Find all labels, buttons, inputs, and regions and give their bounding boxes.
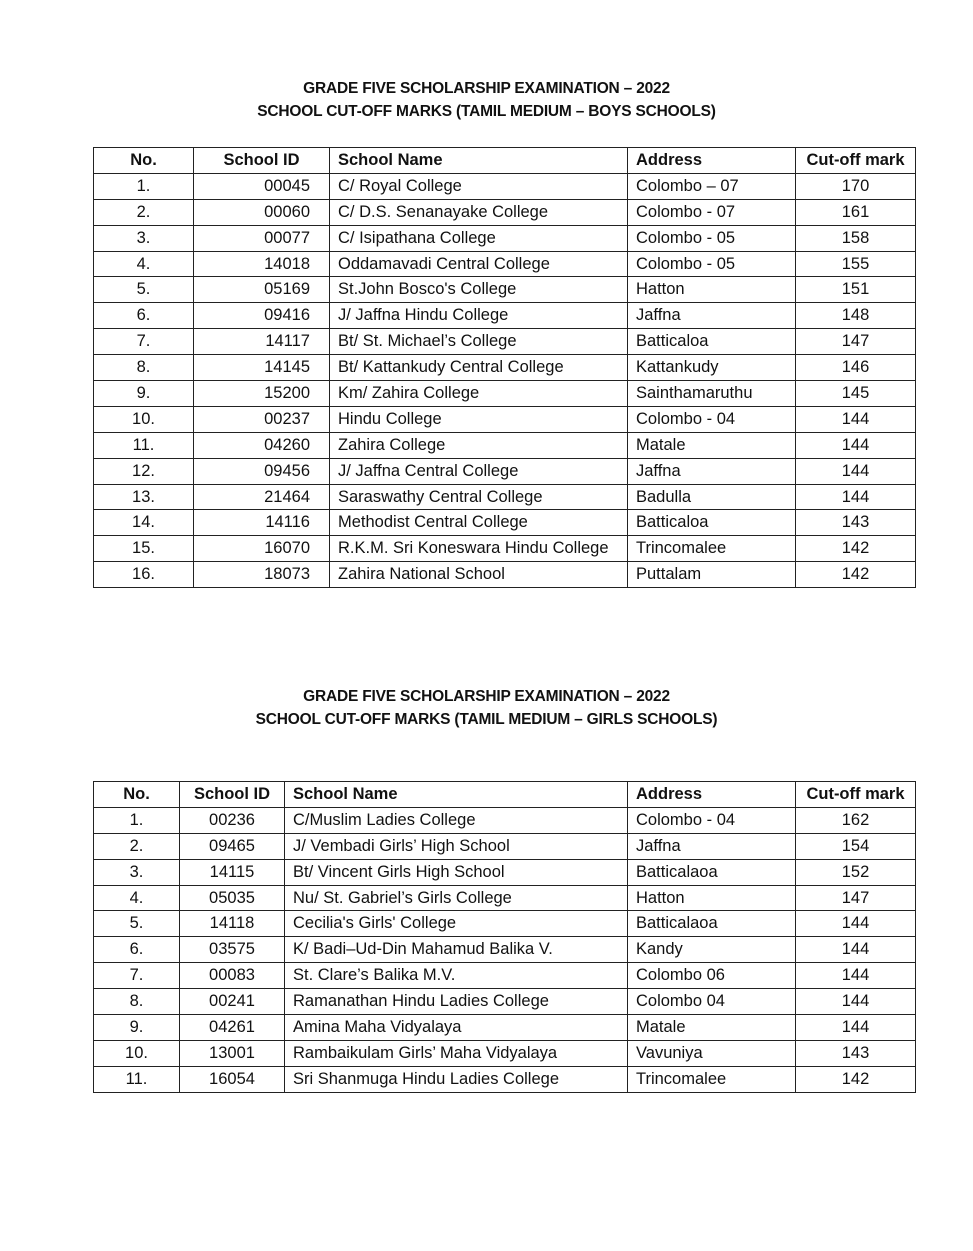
- cell-school-name: Zahira National School: [330, 562, 628, 588]
- cell-no: 11.: [94, 1066, 180, 1092]
- table-row: [94, 484, 916, 510]
- cell-school-name: J/ Jaffna Central College: [330, 458, 628, 484]
- cell-school-id: 05169: [194, 277, 330, 303]
- table-row: [94, 562, 916, 588]
- cell-no: 1.: [94, 173, 194, 199]
- cell-school-id: 14116: [194, 510, 330, 536]
- cell-address: Matale: [628, 432, 796, 458]
- cell-school-id: 04261: [180, 1015, 285, 1041]
- boys-cutoff-table: [93, 147, 916, 588]
- cell-school-name: Km/ Zahira College: [330, 381, 628, 407]
- cell-cutoff: 147: [796, 329, 916, 355]
- cell-no: 7.: [94, 329, 194, 355]
- cell-address: Colombo – 07: [628, 173, 796, 199]
- cell-school-name: Ramanathan Hindu Ladies College: [285, 989, 628, 1015]
- cell-cutoff: 146: [796, 355, 916, 381]
- cell-cutoff: 154: [796, 833, 916, 859]
- table-row: [94, 859, 916, 885]
- cell-school-id: 09456: [194, 458, 330, 484]
- cell-no: 3.: [94, 859, 180, 885]
- cell-school-id: 03575: [180, 937, 285, 963]
- cell-school-name: K/ Badi–Ud-Din Mahamud Balika V.: [285, 937, 628, 963]
- cell-address: Kattankudy: [628, 355, 796, 381]
- cell-school-name: Bt/ Vincent Girls High School: [285, 859, 628, 885]
- cell-school-id: 14117: [194, 329, 330, 355]
- cell-address: Hatton: [628, 885, 796, 911]
- cell-school-id: 00237: [194, 406, 330, 432]
- cell-cutoff: 151: [796, 277, 916, 303]
- cell-school-name: Oddamavadi Central College: [330, 251, 628, 277]
- table-header-row: [94, 148, 916, 174]
- cell-address: Colombo - 04: [628, 807, 796, 833]
- cell-school-name: Rambaikulam Girls’ Maha Vidyalaya: [285, 1040, 628, 1066]
- cell-address: Batticalaoa: [628, 911, 796, 937]
- cell-cutoff: 158: [796, 225, 916, 251]
- table-row: [94, 355, 916, 381]
- cell-school-id: 16070: [194, 536, 330, 562]
- cell-cutoff: 144: [796, 484, 916, 510]
- cell-no: 12.: [94, 458, 194, 484]
- table-row: [94, 989, 916, 1015]
- table-row: [94, 251, 916, 277]
- girls-title: [0, 685, 973, 731]
- table-row: [94, 963, 916, 989]
- cell-no: 11.: [94, 432, 194, 458]
- cell-no: 5.: [94, 911, 180, 937]
- cell-school-name: C/Muslim Ladies College: [285, 807, 628, 833]
- header-school-id: School ID: [180, 782, 285, 808]
- cell-cutoff: 161: [796, 199, 916, 225]
- cell-cutoff: 143: [796, 1040, 916, 1066]
- cell-school-id: 21464: [194, 484, 330, 510]
- cell-school-name: Nu/ St. Gabriel’s Girls College: [285, 885, 628, 911]
- cell-address: Colombo - 04: [628, 406, 796, 432]
- cell-school-name: C/ D.S. Senanayake College: [330, 199, 628, 225]
- cell-no: 2.: [94, 833, 180, 859]
- cell-school-name: St.John Bosco's College: [330, 277, 628, 303]
- cell-cutoff: 142: [796, 562, 916, 588]
- table-row: [94, 329, 916, 355]
- cell-cutoff: 152: [796, 859, 916, 885]
- cell-address: Colombo 06: [628, 963, 796, 989]
- table-row: [94, 173, 916, 199]
- cell-school-name: C/ Isipathana College: [330, 225, 628, 251]
- table-row: [94, 1066, 916, 1092]
- cell-address: Batticaloa: [628, 510, 796, 536]
- header-cutoff: Cut-off mark: [796, 148, 916, 174]
- table-row: [94, 937, 916, 963]
- cell-address: Batticalaoa: [628, 859, 796, 885]
- cell-school-id: 00236: [180, 807, 285, 833]
- cell-address: Batticaloa: [628, 329, 796, 355]
- cell-school-name: Hindu College: [330, 406, 628, 432]
- cell-school-name: R.K.M. Sri Koneswara Hindu College: [330, 536, 628, 562]
- header-school-id: School ID: [194, 148, 330, 174]
- cell-school-id: 13001: [180, 1040, 285, 1066]
- cell-school-id: 14118: [180, 911, 285, 937]
- cell-school-id: 00045: [194, 173, 330, 199]
- girls-title-line2: SCHOOL CUT-OFF MARKS (TAMIL MEDIUM – GIRLS SCHOOLS): [255, 711, 718, 728]
- table-row: [94, 458, 916, 484]
- cell-address: Matale: [628, 1015, 796, 1041]
- cell-school-id: 09416: [194, 303, 330, 329]
- cell-school-name: C/ Royal College: [330, 173, 628, 199]
- table-row: [94, 225, 916, 251]
- cell-no: 6.: [94, 303, 194, 329]
- cell-no: 4.: [94, 251, 194, 277]
- cell-cutoff: 145: [796, 381, 916, 407]
- cell-address: Colombo - 07: [628, 199, 796, 225]
- table-row: [94, 277, 916, 303]
- cell-address: Jaffna: [628, 458, 796, 484]
- cell-cutoff: 144: [796, 963, 916, 989]
- cell-cutoff: 143: [796, 510, 916, 536]
- cell-school-name: Methodist Central College: [330, 510, 628, 536]
- cell-no: 16.: [94, 562, 194, 588]
- table-row: [94, 199, 916, 225]
- cell-cutoff: 142: [796, 1066, 916, 1092]
- table-row: [94, 885, 916, 911]
- cell-school-id: 05035: [180, 885, 285, 911]
- cell-school-id: 14145: [194, 355, 330, 381]
- cell-school-id: 04260: [194, 432, 330, 458]
- cell-address: Hatton: [628, 277, 796, 303]
- cell-cutoff: 170: [796, 173, 916, 199]
- header-no: No.: [94, 148, 194, 174]
- cell-no: 7.: [94, 963, 180, 989]
- cell-cutoff: 144: [796, 406, 916, 432]
- cell-cutoff: 142: [796, 536, 916, 562]
- cell-address: Colombo - 05: [628, 225, 796, 251]
- cell-no: 4.: [94, 885, 180, 911]
- cell-no: 1.: [94, 807, 180, 833]
- cell-no: 9.: [94, 1015, 180, 1041]
- cell-no: 8.: [94, 355, 194, 381]
- table-row: [94, 406, 916, 432]
- cell-school-id: 14018: [194, 251, 330, 277]
- cell-cutoff: 148: [796, 303, 916, 329]
- table-row: [94, 1040, 916, 1066]
- cell-address: Trincomalee: [628, 536, 796, 562]
- cell-cutoff: 147: [796, 885, 916, 911]
- cell-no: 2.: [94, 199, 194, 225]
- cell-address: Trincomalee: [628, 1066, 796, 1092]
- cell-address: Colombo 04: [628, 989, 796, 1015]
- cell-school-id: 00241: [180, 989, 285, 1015]
- cell-address: Badulla: [628, 484, 796, 510]
- cell-school-name: St. Clare’s Balika M.V.: [285, 963, 628, 989]
- header-school-name: School Name: [285, 782, 628, 808]
- table-row: [94, 510, 916, 536]
- table-row: [94, 833, 916, 859]
- cell-no: 13.: [94, 484, 194, 510]
- cell-no: 10.: [94, 406, 194, 432]
- cell-school-name: J/ Vembadi Girls’ High School: [285, 833, 628, 859]
- cell-school-name: Saraswathy Central College: [330, 484, 628, 510]
- cell-address: Vavuniya: [628, 1040, 796, 1066]
- cell-school-id: 15200: [194, 381, 330, 407]
- cell-no: 10.: [94, 1040, 180, 1066]
- cell-no: 14.: [94, 510, 194, 536]
- table-row: [94, 381, 916, 407]
- table-header-row: [94, 782, 916, 808]
- table-row: [94, 432, 916, 458]
- cell-address: Colombo - 05: [628, 251, 796, 277]
- cell-no: 9.: [94, 381, 194, 407]
- cell-address: Jaffna: [628, 303, 796, 329]
- cell-school-name: Bt/ St. Michael’s College: [330, 329, 628, 355]
- cell-school-name: Amina Maha Vidyalaya: [285, 1015, 628, 1041]
- table-row: [94, 807, 916, 833]
- cell-school-name: Bt/ Kattankudy Central College: [330, 355, 628, 381]
- table-row: [94, 536, 916, 562]
- cell-no: 6.: [94, 937, 180, 963]
- girls-cutoff-table: [93, 781, 916, 1093]
- table-row: [94, 1015, 916, 1041]
- boys-title-line2: SCHOOL CUT-OFF MARKS (TAMIL MEDIUM – BOYS SCHOOLS): [257, 103, 716, 120]
- header-address: Address: [628, 782, 796, 808]
- cell-school-name: Cecilia's Girls' College: [285, 911, 628, 937]
- cell-school-id: 14115: [180, 859, 285, 885]
- cell-school-id: 00083: [180, 963, 285, 989]
- header-address: Address: [628, 148, 796, 174]
- cell-no: 8.: [94, 989, 180, 1015]
- header-cutoff: Cut-off mark: [796, 782, 916, 808]
- cell-school-id: 00077: [194, 225, 330, 251]
- cell-address: Puttalam: [628, 562, 796, 588]
- header-no: No.: [94, 782, 180, 808]
- cell-address: Sainthamaruthu: [628, 381, 796, 407]
- header-school-name: School Name: [330, 148, 628, 174]
- cell-no: 15.: [94, 536, 194, 562]
- cell-address: Kandy: [628, 937, 796, 963]
- girls-title-line1: GRADE FIVE SCHOLARSHIP EXAMINATION – 2022: [303, 688, 670, 705]
- cell-school-name: Zahira College: [330, 432, 628, 458]
- cell-cutoff: 144: [796, 432, 916, 458]
- cell-cutoff: 144: [796, 937, 916, 963]
- cell-school-id: 09465: [180, 833, 285, 859]
- cell-address: Jaffna: [628, 833, 796, 859]
- table-row: [94, 303, 916, 329]
- cell-school-id: 18073: [194, 562, 330, 588]
- cell-school-id: 00060: [194, 199, 330, 225]
- cell-school-id: 16054: [180, 1066, 285, 1092]
- cell-cutoff: 144: [796, 911, 916, 937]
- cell-school-name: J/ Jaffna Hindu College: [330, 303, 628, 329]
- table-row: [94, 911, 916, 937]
- cell-cutoff: 144: [796, 1015, 916, 1041]
- boys-title-line1: GRADE FIVE SCHOLARSHIP EXAMINATION – 2022: [303, 80, 670, 97]
- cell-no: 3.: [94, 225, 194, 251]
- cell-cutoff: 144: [796, 989, 916, 1015]
- cell-cutoff: 162: [796, 807, 916, 833]
- boys-title: [0, 77, 973, 123]
- cell-no: 5.: [94, 277, 194, 303]
- cell-cutoff: 155: [796, 251, 916, 277]
- cell-cutoff: 144: [796, 458, 916, 484]
- cell-school-name: Sri Shanmuga Hindu Ladies College: [285, 1066, 628, 1092]
